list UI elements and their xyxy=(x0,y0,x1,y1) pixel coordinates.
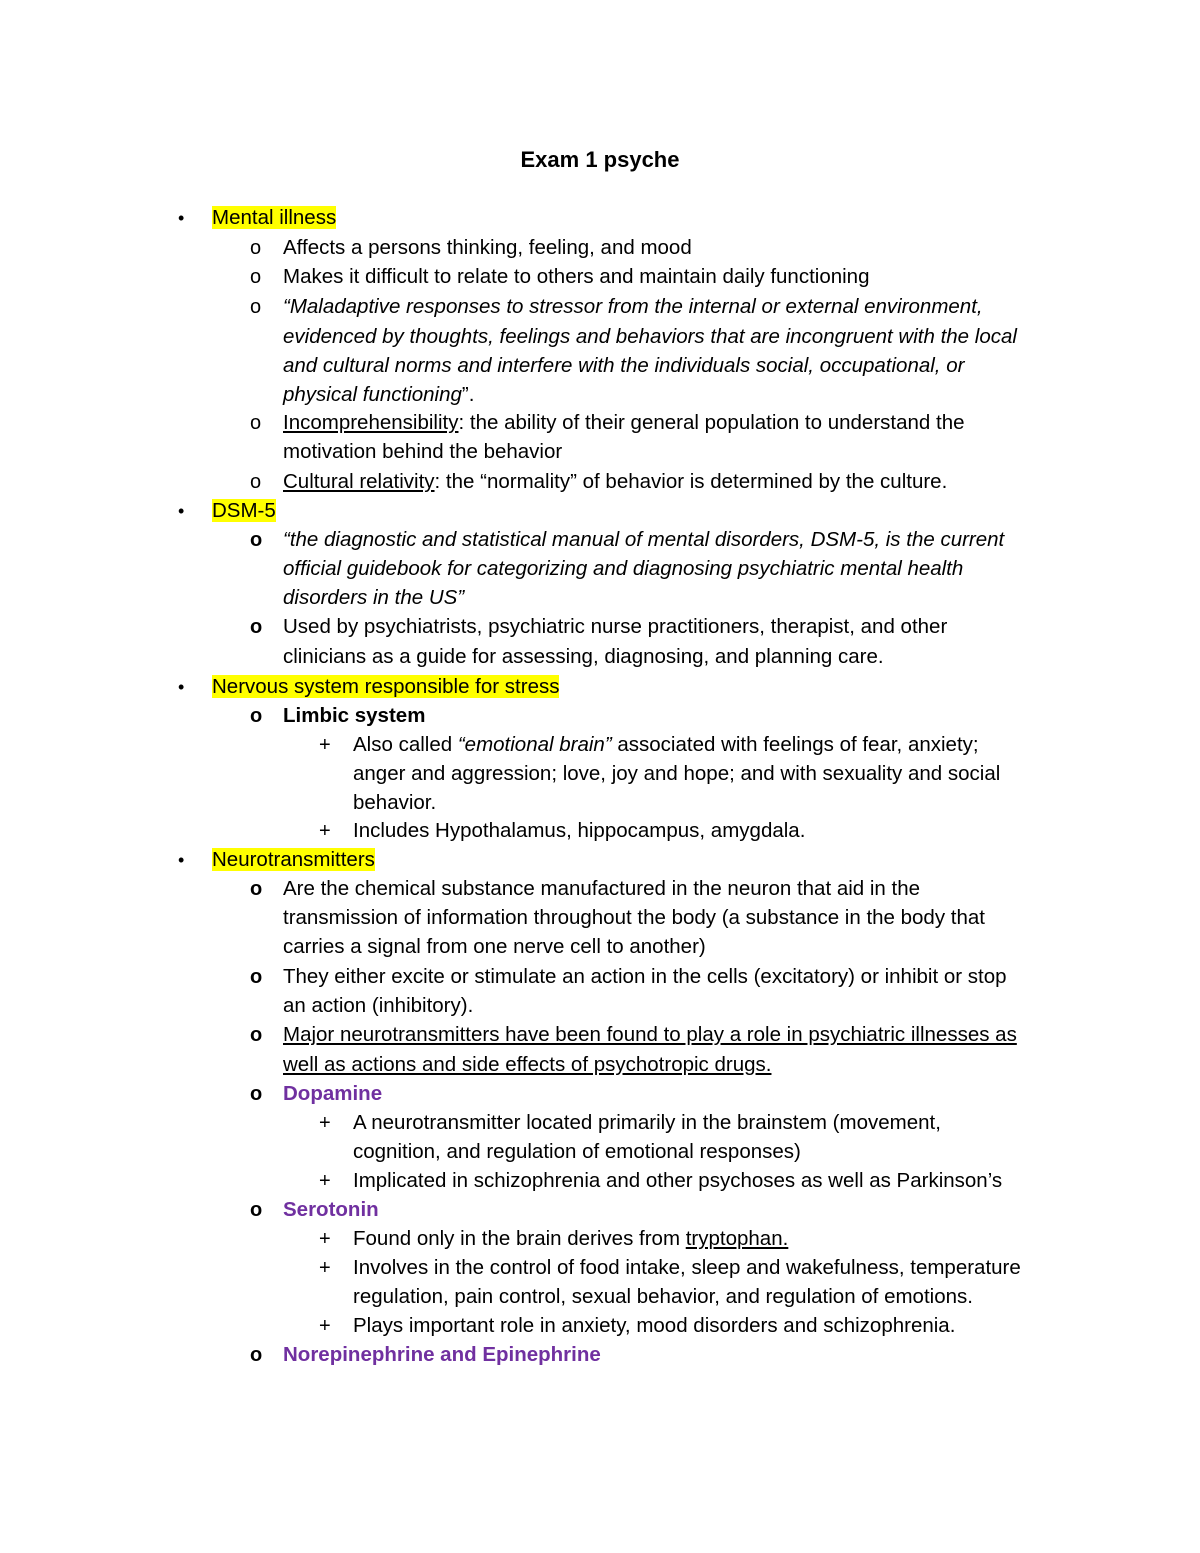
heading-nervous-system: Nervous system responsible for stress xyxy=(212,675,560,698)
plus-marker: + xyxy=(319,734,331,756)
list-item-continued: motivation behind the behavior xyxy=(283,440,563,463)
circle-marker: o xyxy=(250,266,262,288)
subheading-dopamine: Dopamine xyxy=(283,1082,383,1105)
list-item: Used by psychiatrists, psychiatric nurse practitioners, therapist, and other xyxy=(283,615,948,638)
subheading-serotonin: Serotonin xyxy=(283,1198,379,1221)
page-title: Exam 1 psyche xyxy=(520,147,680,172)
list-item-continued: behavior. xyxy=(353,791,437,814)
subheading-limbic: Limbic system xyxy=(283,704,426,727)
plus-marker: + xyxy=(319,820,331,842)
heading-neurotransmitters: Neurotransmitters xyxy=(212,848,375,871)
list-item: Plays important role in anxiety, mood disorders and schizophrenia. xyxy=(353,1314,956,1337)
list-item-continued: regulation, pain control, sexual behavior, and regulation of emotions. xyxy=(353,1285,973,1308)
list-item-continued: anger and aggression; love, joy and hope; and with sexuality and social xyxy=(353,762,1001,785)
list-item-continued: well as actions and side effects of psychotropic drugs. xyxy=(283,1053,772,1076)
circle-marker: o xyxy=(250,412,262,434)
circle-marker: o xyxy=(250,1199,263,1221)
plus-marker: + xyxy=(319,1228,331,1250)
plus-marker: + xyxy=(319,1170,331,1192)
quote-line: physical functioning”. xyxy=(283,383,475,406)
plus-marker: + xyxy=(319,1257,331,1279)
list-item: Incomprehensibility: the ability of their general population to understand the xyxy=(283,411,965,434)
bullet-marker: • xyxy=(178,208,185,228)
circle-marker: o xyxy=(250,878,263,900)
list-item: A neurotransmitter located primarily in the brainstem (movement, xyxy=(353,1111,941,1134)
list-item: Makes it difficult to relate to others and maintain daily functioning xyxy=(283,265,870,288)
list-item-continued: clinicians as a guide for assessing, diagnosing, and planning care. xyxy=(283,645,884,668)
circle-marker: o xyxy=(250,296,262,318)
quote-line: and cultural norms and interfere with the individuals social, occupational, or xyxy=(283,354,965,377)
list-item-continued: an action (inhibitory). xyxy=(283,994,474,1017)
plus-marker: + xyxy=(319,1315,331,1337)
list-item-continued: transmission of information throughout the body (a substance in the body that xyxy=(283,906,985,929)
list-item: Found only in the brain derives from tryptophan. xyxy=(353,1227,789,1250)
bullet-marker: • xyxy=(178,677,185,697)
circle-marker: o xyxy=(250,1024,263,1046)
plus-marker: + xyxy=(319,1112,331,1134)
subheading-norepinephrine: Norepinephrine and Epinephrine xyxy=(283,1343,601,1366)
circle-marker: o xyxy=(250,529,263,551)
quote-line: disorders in the US” xyxy=(283,586,465,609)
list-item-continued: carries a signal from one nerve cell to another) xyxy=(283,935,706,958)
list-item: Implicated in schizophrenia and other psychoses as well as Parkinson’s xyxy=(353,1169,1003,1192)
list-item: Cultural relativity: the “normality” of behavior is determined by the culture. xyxy=(283,470,948,493)
circle-marker: o xyxy=(250,1344,263,1366)
quote-line: evidenced by thoughts, feelings and behaviors that are incongruent with the local xyxy=(283,325,1017,348)
list-item: Affects a persons thinking, feeling, and mood xyxy=(283,236,692,259)
circle-marker: o xyxy=(250,1083,263,1105)
circle-marker: o xyxy=(250,705,263,727)
list-item: Involves in the control of food intake, sleep and wakefulness, temperature xyxy=(353,1256,1021,1279)
list-item: Also called “emotional brain” associated with feelings of fear, anxiety; xyxy=(353,733,979,756)
circle-marker: o xyxy=(250,471,262,493)
heading-mental-illness: Mental illness xyxy=(212,206,337,229)
circle-marker: o xyxy=(250,616,263,638)
bullet-marker: • xyxy=(178,501,185,521)
list-item: Major neurotransmitters have been found to play a role in psychiatric illnesses as xyxy=(283,1023,1017,1046)
quote-line: “the diagnostic and statistical manual of mental disorders, DSM-5, is the current xyxy=(283,528,1005,551)
bullet-marker: • xyxy=(178,850,185,870)
heading-dsm5: DSM-5 xyxy=(212,499,276,522)
list-item: They either excite or stimulate an action in the cells (excitatory) or inhibit or stop xyxy=(283,965,1007,988)
circle-marker: o xyxy=(250,237,262,259)
list-item-continued: cognition, and regulation of emotional responses) xyxy=(353,1140,801,1163)
circle-marker: o xyxy=(250,966,263,988)
quote-line: “Maladaptive responses to stressor from the internal or external environment, xyxy=(283,295,983,318)
list-item: Are the chemical substance manufactured in the neuron that aid in the xyxy=(283,877,921,900)
quote-line: official guidebook for categorizing and diagnosing psychiatric mental health xyxy=(283,557,964,580)
list-item: Includes Hypothalamus, hippocampus, amygdala. xyxy=(353,819,806,842)
